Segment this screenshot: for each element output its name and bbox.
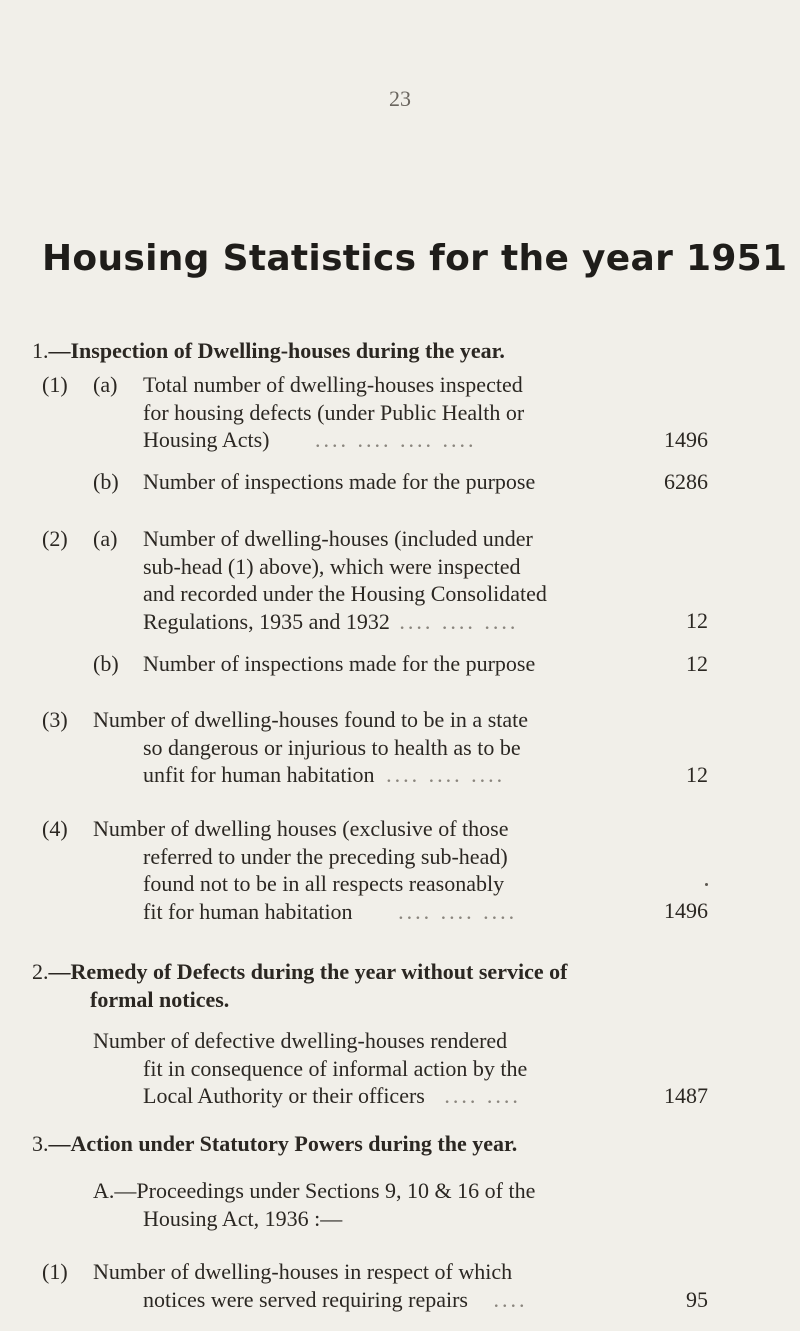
- item-value: 6286: [664, 469, 708, 494]
- section-title-cont: formal notices.: [90, 987, 230, 1012]
- subheading-line: Housing Act, 1936 :—: [143, 1205, 343, 1231]
- item-text-line: sub-head (1) above), which were inspected: [143, 553, 521, 579]
- item-text-line: fit for human habitation: [143, 898, 353, 924]
- item-number: (1): [42, 1259, 68, 1284]
- section-number: 2.: [32, 959, 49, 984]
- item-text-line: Number of dwelling-houses in respect of which: [93, 1259, 513, 1284]
- item-letter: (b): [93, 469, 119, 494]
- item-value: 12: [686, 651, 708, 676]
- item-text-line: unfit for human habitation: [143, 762, 375, 787]
- item-text-line: Number of dwelling-houses found to be in a state: [93, 707, 529, 732]
- dot-leader: .... .... ....: [386, 762, 506, 787]
- dot-leader: .... .... ....: [399, 608, 519, 634]
- subheading-line: A.—Proceedings under Sections 9, 10 & 16 of the: [93, 1178, 536, 1203]
- item-value: 1496: [664, 898, 708, 923]
- item-number: (3): [42, 707, 68, 732]
- item-value: 12: [686, 608, 708, 633]
- section-title: —Action under Statutory Powers during the year.: [48, 1131, 518, 1156]
- item-text-line: Local Authority or their officers: [143, 1083, 425, 1108]
- section-number: 1.: [32, 338, 49, 363]
- dot-leader: .... .... ....: [398, 898, 518, 924]
- dot-leader: .... .... .... ....: [315, 427, 477, 452]
- item-text-line: Number of inspections made for the purpose: [143, 651, 536, 676]
- item-text-line: referred to under the preceding sub-head): [143, 843, 508, 869]
- item-text-line: Number of dwelling-houses (included under: [143, 526, 533, 551]
- dot-leader: .... ....: [444, 1083, 521, 1108]
- section-1-heading: [32, 337, 632, 365]
- page-number: 23: [389, 86, 411, 111]
- item-text-line: found not to be in all respects reasonably: [143, 871, 505, 896]
- section-number: 3.: [32, 1131, 49, 1156]
- section-3-heading: [32, 1130, 632, 1158]
- item-text-line: for housing defects (under Public Health or: [143, 399, 525, 425]
- section-2-heading: [32, 958, 632, 1014]
- item-text-line: Housing Acts): [143, 427, 270, 452]
- item-text-line: fit in consequence of informal action by the: [143, 1055, 528, 1081]
- item-letter: (a): [93, 526, 118, 551]
- item-number: (1): [42, 372, 68, 397]
- item-value: 1487: [664, 1083, 708, 1108]
- item-number: (4): [42, 816, 68, 841]
- page-title: Housing Statistics for the year 1951: [42, 238, 788, 279]
- item-letter: (b): [93, 651, 119, 676]
- item-value: 12: [686, 762, 708, 787]
- item-text-line: and recorded under the Housing Consolidated: [143, 581, 547, 606]
- item-value: 95: [686, 1287, 708, 1312]
- item-text-line: so dangerous or injurious to health as to be: [143, 734, 521, 760]
- item-text-line: Regulations, 1935 and 1932: [143, 608, 390, 634]
- item-text-line: notices were served requiring repairs: [143, 1286, 468, 1312]
- print-speck: [705, 883, 708, 886]
- item-text-line: Number of dwelling houses (exclusive of those: [93, 816, 509, 841]
- item-number: (2): [42, 526, 68, 551]
- item-text-line: Number of defective dwelling-houses rendered: [93, 1028, 508, 1053]
- item-letter: (a): [93, 372, 118, 397]
- section-title: —Remedy of Defects during the year without service of: [48, 959, 568, 984]
- item-value: 1496: [664, 427, 708, 452]
- section-title: —Inspection of Dwelling-houses during the year.: [48, 338, 505, 363]
- item-text-line: Number of inspections made for the purpose: [143, 469, 536, 494]
- item-text-line: Total number of dwelling-houses inspected: [143, 372, 523, 397]
- dot-leader: ....: [493, 1286, 528, 1312]
